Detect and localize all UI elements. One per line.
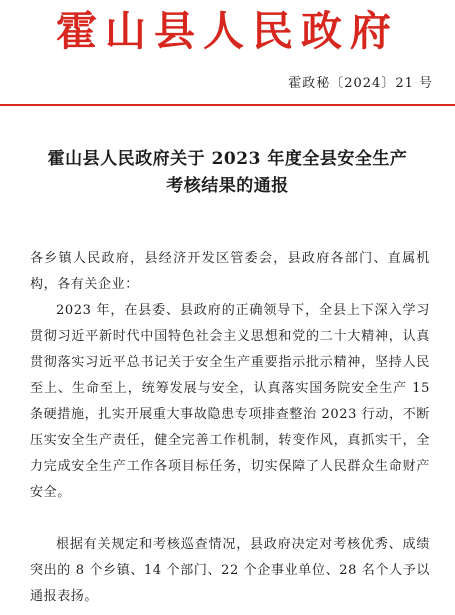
document-title-line-2: 考核结果的通报: [166, 176, 289, 196]
document-title: [0, 146, 455, 200]
masthead-title: 霍山县人民政府: [56, 7, 399, 55]
document-title-line-1: 霍山县人民政府关于 2023 年度全县安全生产: [47, 149, 408, 169]
body-paragraph-2: 根据有关规定和考核巡查情况，县政府决定对考核优秀、成绩突出的 8 个乡镇、14 个部门、22 个企事业单位、28 名个人予以通报表扬。: [30, 537, 430, 604]
red-divider-line: [0, 104, 455, 106]
document-number: 霍政秘〔2024〕21 号: [288, 76, 433, 91]
salutation: 各乡镇人民政府，县经济开发区管委会，县政府各部门、直属机构，各有关企业：: [30, 251, 430, 292]
body-paragraph-1: 2023 年，在县委、县政府的正确领导下，全县上下深入学习贯彻习近平新时代中国特色社会主义思想和党的二十大精神，认真贯彻落实习近平总书记关于安全生产重要指示批示精神，坚持人民至上、生命至上，统筹发展与安全，认真落实国务院安全生产 15 条硬措施，扎实开展重大事故隐患专项排查整治 2023 行动，不断压实安全生产责任，健全完善工作机制，转变作风，真抓实干，全力完成安全生产工作各项目标任务，切实保障了人民群众生命财产安全。: [30, 303, 430, 500]
